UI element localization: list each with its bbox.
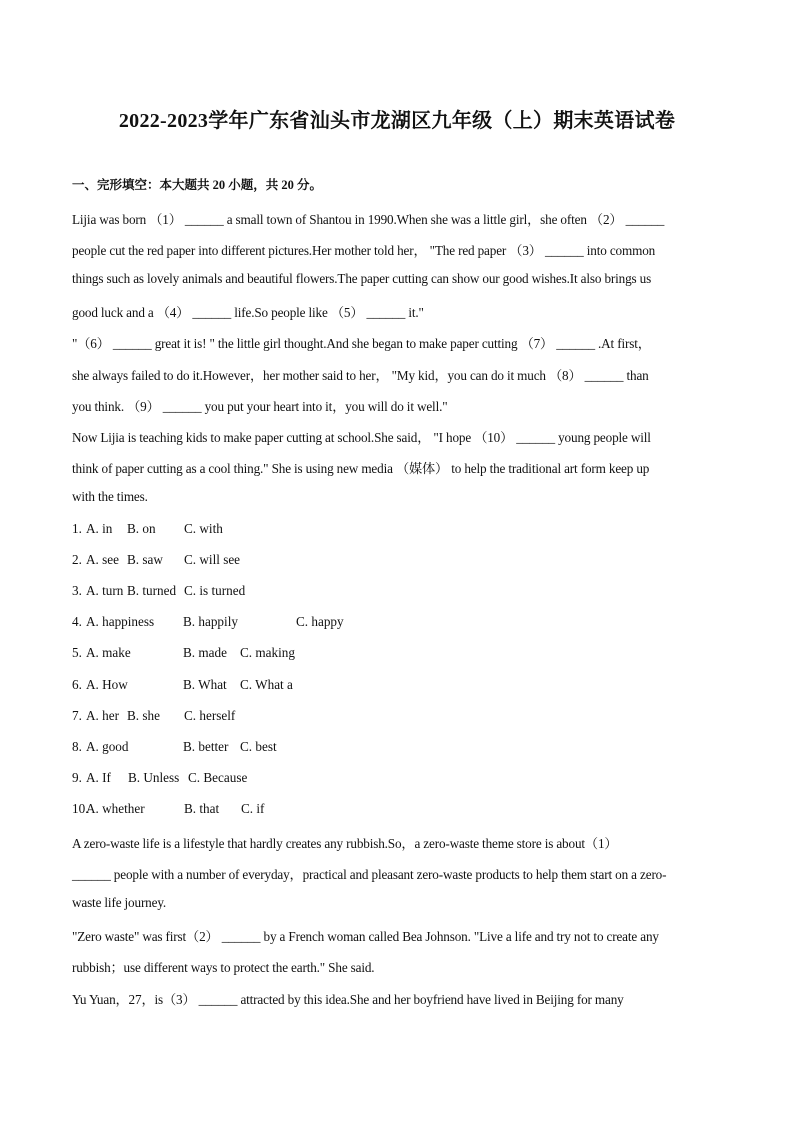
passage-line: "Zero waste" was first（2） ______ by a French woman called Bea Johnson. "Live a life and try not to create any (72, 929, 659, 944)
passage-line: good luck and a （4） ______ life.So people like （5） ______ it." (72, 305, 424, 320)
option-c: C. with (184, 521, 223, 536)
option-b: B. Unless (128, 770, 180, 785)
question-number: 2. (72, 552, 82, 567)
question-number: 5. (72, 645, 82, 660)
passage-line: A zero-waste life is a lifestyle that hardly creates any rubbish.So，a zero-waste theme store is about（1） (72, 836, 618, 851)
option-a: A. her (86, 708, 119, 723)
option-a: A. whether (86, 801, 145, 816)
passage-line: things such as lovely animals and beautiful flowers.The paper cutting can show our good wishes.It also brings us (72, 271, 652, 286)
option-c: C. herself (184, 708, 236, 723)
option-c: C. if (241, 801, 265, 816)
option-c: C. happy (296, 614, 344, 629)
question-number: 3. (72, 583, 82, 598)
passage-line: Yu Yuan，27，is（3） ______ attracted by this idea.She and her boyfriend have lived in Beijing for many (72, 992, 624, 1007)
passage-line: ______ people with a number of everyday，practical and pleasant zero-waste products to help them start on a zero- (72, 867, 667, 882)
page-title: 2022-2023学年广东省汕头市龙湖区九年级（上）期末英语试卷 (118, 110, 676, 132)
passage-line: "（6） ______ great it is! " the little girl thought.And she began to make paper cutting （7） ______ .At first， (72, 336, 651, 351)
option-a: A. How (86, 677, 128, 692)
passage-line: with the times. (72, 489, 148, 504)
option-c: C. making (240, 645, 295, 660)
option-a: A. good (86, 739, 129, 754)
option-b: B. turned (127, 583, 177, 598)
option-c: C. Because (188, 770, 248, 785)
question-number: 10. (72, 801, 89, 816)
option-a: A. happiness (86, 614, 155, 629)
question-number: 7. (72, 708, 82, 723)
passage-line: think of paper cutting as a cool thing." She is using new media （媒体） to help the traditional art form keep up (72, 461, 650, 476)
passage-line: waste life journey. (72, 895, 167, 910)
option-b: B. she (127, 708, 160, 723)
passage-line: people cut the red paper into different pictures.Her mother told her， "The red paper （3） ______ into common (72, 243, 656, 258)
passage-line: Now Lijia is teaching kids to make paper cutting at school.She said， "I hope （10） ______ young people will (72, 430, 651, 445)
option-c: C. will see (184, 552, 241, 567)
question-number: 9. (72, 770, 82, 785)
option-a: A. turn (86, 583, 124, 598)
passage-line: rubbish；use different ways to protect the earth." She said. (72, 960, 375, 975)
option-a: A. see (86, 552, 119, 567)
section-heading: 一、完形填空：本大题共 20 小题，共 20 分。 (72, 178, 323, 192)
passage-line: you think. （9） ______ you put your heart into it，you will do it well." (72, 399, 448, 414)
option-c: C. is turned (184, 583, 246, 598)
option-b: B. made (183, 645, 227, 660)
option-c: C. What a (240, 677, 293, 692)
option-c: C. best (240, 739, 277, 754)
option-a: A. in (86, 521, 113, 536)
option-a: A. make (86, 645, 131, 660)
option-b: B. saw (127, 552, 163, 567)
question-number: 1. (72, 521, 82, 536)
option-b: B. What (183, 677, 227, 692)
passage-line: she always failed to do it.However，her mother said to her， "My kid，you can do it much （8） ______ than (72, 368, 649, 383)
option-b: B. happily (183, 614, 238, 629)
option-b: B. that (184, 801, 220, 816)
passage-line: Lijia was born （1） ______ a small town of Shantou in 1990.When she was a little girl，she often （2） ______ (72, 212, 665, 227)
question-number: 8. (72, 739, 82, 754)
question-number: 6. (72, 677, 82, 692)
option-b: B. better (183, 739, 229, 754)
option-a: A. If (86, 770, 111, 785)
question-number: 4. (72, 614, 82, 629)
option-b: B. on (127, 521, 156, 536)
